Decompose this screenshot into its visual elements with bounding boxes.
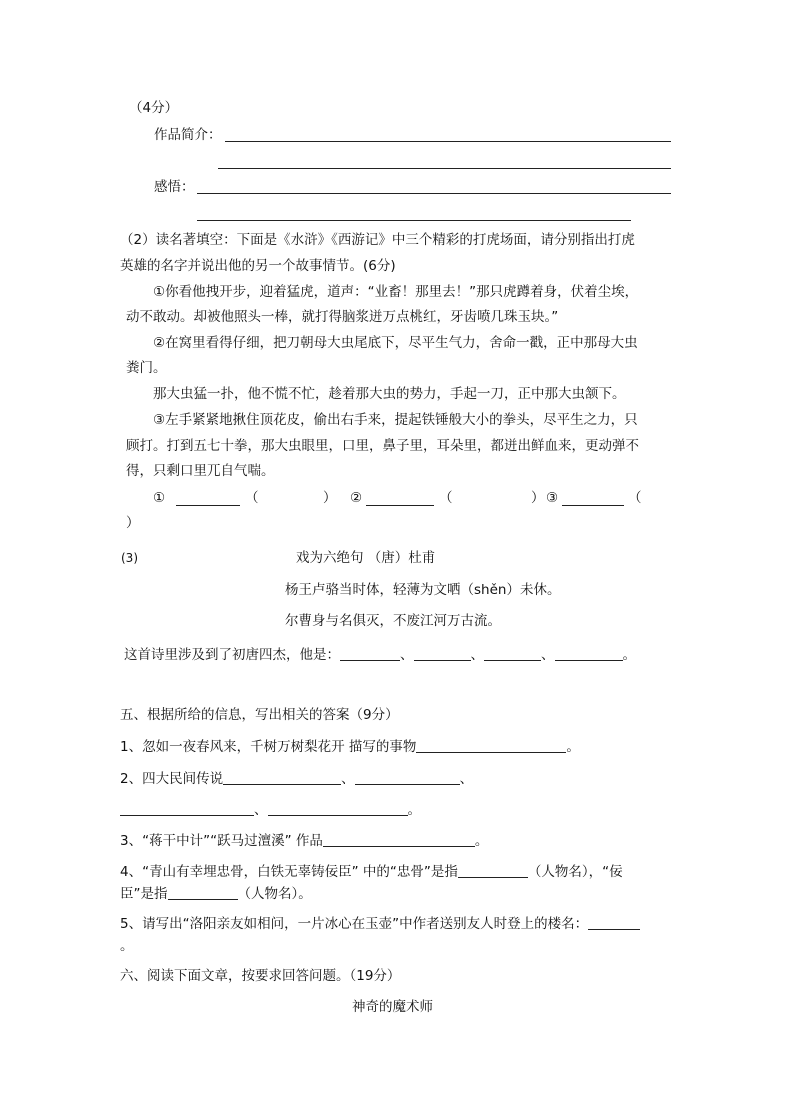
poem-line-2: 尔曹身与名俱灭，不废江河万古流。 xyxy=(285,613,501,629)
q3-number: (3) xyxy=(121,551,138,565)
q2-paren-close-2: ） xyxy=(531,490,545,506)
q2-p2-line1: ②在窝里看得仔细，把刀朝母大虫尾底下，尽平生气力，舍命一戳，正中那母大虫 xyxy=(153,335,638,351)
q2-paren-open-3: （ xyxy=(628,490,642,506)
q2-p1-line1: ①你看他拽开步，迎着猛虎，道声：“业畜！那里去！”那只虎蹲着身，伏着尘埃， xyxy=(153,284,639,300)
s5-q1 xyxy=(120,737,580,757)
q3-answer-2[interactable] xyxy=(414,646,471,661)
feeling-answer-line-1[interactable] xyxy=(197,193,671,194)
s5-q2 xyxy=(120,769,473,789)
s5-q4 xyxy=(120,862,623,882)
poem-title: 戏为六绝句 （唐）杜甫 xyxy=(296,550,436,566)
q2-marker-2: ② xyxy=(350,490,363,506)
intro-answer-line-1[interactable] xyxy=(225,141,671,142)
q3-sep-2: 、 xyxy=(470,647,484,663)
s5-q2-sep-1: 、 xyxy=(341,771,355,787)
q3-sep-1: 、 xyxy=(400,647,414,663)
s5-q2-answer-1[interactable] xyxy=(223,770,341,785)
s5-q2-answer-2[interactable] xyxy=(355,770,460,785)
q2-answer-1[interactable] xyxy=(176,505,240,506)
section6-title: 六、阅读下面文章，按要求回答问题。（19分） xyxy=(120,968,401,984)
score-4: （4分） xyxy=(129,100,179,116)
q3-end: 。 xyxy=(622,647,636,663)
poem-line-1: 杨王卢骆当时体，轻薄为文哂（shěn）未休。 xyxy=(285,582,561,598)
s5-q2-sep-3: 、 xyxy=(254,802,268,818)
s5-q4-text-b: （人物名），“佞 xyxy=(527,864,623,880)
s5-q2-sep-2: 、 xyxy=(459,771,474,787)
q3-question-text: 这首诗里涉及到了初唐四杰，他是： xyxy=(124,647,340,663)
s5-q2-text: 2、四大民间传说 xyxy=(120,771,224,787)
s5-q5-end: 。 xyxy=(120,938,134,954)
s5-q4-text-c: 臣”是指 xyxy=(120,886,168,902)
q2-answer-3[interactable] xyxy=(562,505,624,506)
s5-q2-cont xyxy=(120,800,421,820)
q2-paren-open-2: （ xyxy=(439,490,453,506)
s5-q1-answer[interactable] xyxy=(416,738,566,753)
s5-q2-end: 。 xyxy=(407,802,421,818)
s5-q2-answer-4[interactable] xyxy=(268,801,408,816)
q2-p1-line2: 动不敢动。却被他照头一棒，就打得脑浆迸万点桃红，牙齿喷几珠玉块。” xyxy=(126,309,559,325)
intro-label: 作品简介： xyxy=(154,127,222,143)
feeling-label: 感悟： xyxy=(154,179,195,195)
q2-paren-open-1: （ xyxy=(245,490,259,506)
feeling-answer-line-2[interactable] xyxy=(197,220,631,221)
s5-q5-answer[interactable] xyxy=(588,915,640,930)
q2-paren-close-1: ） xyxy=(323,490,337,506)
q2-p3-line2: 顾打。打到五七十拳，那大虫眼里，口里，鼻子里，耳朵里，都迸出鲜血来，更动弹不 xyxy=(126,438,639,454)
q2-p3-line3: 得，只剩口里兀自气喘。 xyxy=(126,463,275,479)
q3-answer-1[interactable] xyxy=(340,646,400,661)
s5-q4-text-d: （人物名）。 xyxy=(237,886,312,902)
s5-q3-end: 。 xyxy=(474,833,489,849)
s5-q1-text: 1、忽如一夜春风来，千树万树梨花开 描写的事物 xyxy=(120,739,417,755)
s5-q3-answer[interactable] xyxy=(323,832,475,847)
s5-q5 xyxy=(120,914,640,934)
section5-title: 五、根据所给的信息，写出相关的答案（9分） xyxy=(120,707,399,723)
q2-p3-line1: ③左手紧紧地揪住顶花皮，偷出右手来，提起铁锤般大小的拳头，尽平生之力，只 xyxy=(153,412,638,428)
q2-p2-line2: 粪门。 xyxy=(126,360,167,376)
q3-sep-3: 、 xyxy=(541,647,555,663)
s5-q5-text: 5、请写出“洛阳亲友如相问，一片冰心在玉壶”中作者送别友人时登上的楼名： xyxy=(120,916,589,932)
s5-q1-end: 。 xyxy=(566,739,580,755)
q2-marker-1: ① xyxy=(153,490,166,506)
q3-answer-3[interactable] xyxy=(484,646,541,661)
q2-title-line2: 英雄的名字并说出他的另一个故事情节。(6分) xyxy=(120,258,396,274)
intro-answer-line-2[interactable] xyxy=(218,168,671,169)
article-title: 神奇的魔术师 xyxy=(352,999,433,1015)
s5-q4-text-a: 4、“青山有幸埋忠骨，白铁无辜铸佞臣” 中的“忠骨”是指 xyxy=(120,864,458,880)
s5-q3-text: 3、“蒋干中计”“跃马过澶溪” 作品 xyxy=(120,833,323,849)
q2-p2-line3: 那大虫猛一扑，他不慌不忙，趁着那大虫的势力，手起一刀，正中那大虫颔下。 xyxy=(153,386,626,402)
q2-paren-close-3: ） xyxy=(126,515,140,531)
q3-question xyxy=(124,645,636,665)
q3-answer-4[interactable] xyxy=(555,646,623,661)
s5-q4-answer-2[interactable] xyxy=(168,885,238,900)
q2-title-line1: （2）读名著填空：下面是《水浒》《西游记》中三个精彩的打虎场面，请分别指出打虎 xyxy=(120,232,635,248)
s5-q4-answer-1[interactable] xyxy=(458,863,528,878)
s5-q3 xyxy=(120,831,488,851)
s5-q2-answer-3[interactable] xyxy=(120,801,254,816)
q2-marker-3: ③ xyxy=(546,490,559,506)
q2-answer-2[interactable] xyxy=(366,505,434,506)
s5-q4-cont xyxy=(120,884,312,904)
